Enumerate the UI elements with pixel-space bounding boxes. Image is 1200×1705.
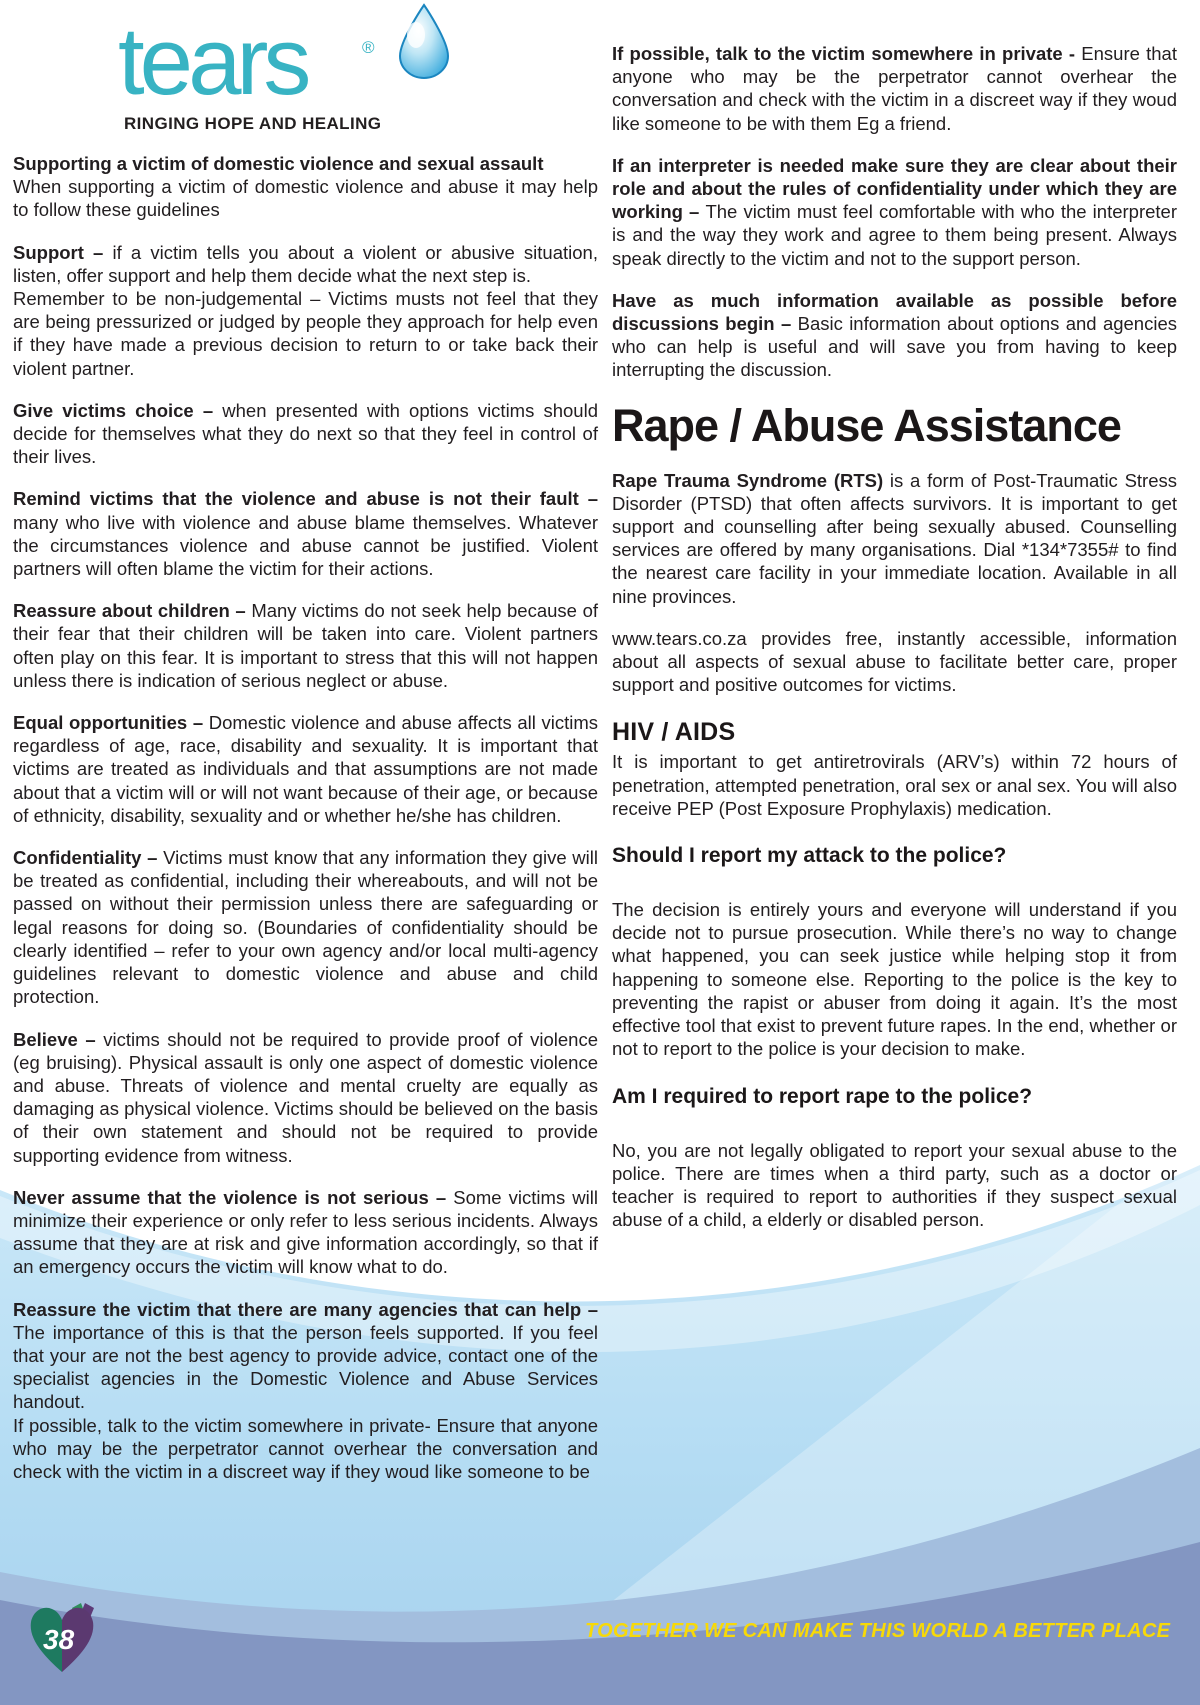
intro-body-text: When supporting a victim of domestic violence and abuse it may help to follow these guidelines bbox=[13, 176, 598, 221]
paragraph-lead: Believe – bbox=[13, 1028, 104, 1050]
paragraph-lead: Confidentiality – bbox=[13, 847, 164, 869]
intro-heading-text: Supporting a victim of domestic violence and sexual assault bbox=[13, 153, 544, 174]
right-column bbox=[612, 42, 1177, 1250]
water-drop-icon bbox=[393, 3, 455, 79]
logo-tagline: RINGING HOPE AND HEALING bbox=[124, 114, 382, 133]
tears-logo bbox=[110, 0, 480, 145]
paragraph-body: No, you are not legally obligated to report your sexual abuse to the police. There are times when a third party, such as a doctor or teacher is required to report to authorities if they suspect sexual abuse of a child, a elderly or disabled person. bbox=[612, 1139, 1177, 1231]
paragraph-lead: Rape Trauma Syndrome (RTS) bbox=[612, 469, 890, 491]
paragraph-body: Victims must know that any information they give will be treated as confidential, including their whereabouts, and will not be passed on without their permission unless there are safeguarding or legal reasons for doing so. (Boundaries of confidentiality should be clearly identified – refer to your own agency and/or local multi-agency guidelines relevant to domestic violence and abuse and child protection. bbox=[13, 847, 598, 1008]
paragraph-lead: If possible, talk to the victim somewhere in private - bbox=[612, 43, 1082, 64]
subheading-hiv-aids: HIV / AIDS bbox=[612, 718, 736, 747]
paragraph-website-info bbox=[612, 627, 1177, 697]
paragraph-body: is a form of Post-Traumatic Stress Disorder (PTSD) that often affects survivors. It is important to get support and counselling after being sexually abused. Counselling services are offered by many organisations. Dial *134*7355# to find the nearest care facility in your immediate location. Available in all nine provinces. bbox=[612, 469, 1178, 607]
paragraph-lead: Equal opportunities – bbox=[13, 712, 209, 734]
paragraph-body: It is important to get antiretrovirals (ARV’s) within 72 hours of penetration, attempted penetration, oral sex or anal sex. You will also receive PEP (Post Exposure Prophylaxis) medication. bbox=[612, 751, 1177, 819]
paragraph-body: Remember to be non-judgemental – Victims musts not feel that they are being pressurized or judged by people they approach for help even if they have made a previous decision to return to or take back their violent partner. bbox=[13, 288, 598, 379]
paragraph-remind-victims bbox=[13, 487, 598, 580]
paragraph-give-victims-choice bbox=[13, 399, 598, 469]
split-heart-icon bbox=[31, 1608, 94, 1672]
paragraph-support bbox=[13, 241, 598, 287]
page-number-heart-badge bbox=[26, 1598, 102, 1682]
paragraph-never-assume bbox=[13, 1186, 598, 1279]
paragraph-have-information bbox=[612, 289, 1177, 382]
paragraph-talk-in-private-cont bbox=[13, 1414, 598, 1484]
paragraph-reassure-about-children bbox=[13, 599, 598, 692]
paragraph-body: Ensure that anyone who may be the perpetrator cannot overhear the conversation and check with the victim in a discreet way if they woud like someone to be with them Eg a friend. bbox=[612, 43, 1177, 134]
paragraph-body: If possible, talk to the victim somewhere in private- Ensure that anyone who may be the perpetrator cannot overhear the conversation and check with the victim in a discreet way if they woud like someone to be bbox=[13, 1414, 598, 1482]
paragraph-body: Some victims will minimize their experience or only refer to less serious incidents. Always assume that they are at risk and give information accordingly, so that if an emergency occurs the victim will know what to do. bbox=[13, 1186, 598, 1278]
left-column bbox=[13, 152, 598, 1483]
paragraph-body: Many victims do not seek help because of their fear that their children will be taken into care. Violent partners often play on this fear. It is important to stress that this will not happen unless there is indication of serious neglect or abuse. bbox=[13, 600, 598, 691]
registered-trademark-symbol: ® bbox=[362, 38, 375, 57]
intro-heading bbox=[13, 152, 598, 175]
paragraph-believe bbox=[13, 1028, 598, 1167]
paragraph-lead: Never assume that the violence is not serious – bbox=[13, 1186, 454, 1208]
paragraph-should-i-report bbox=[612, 898, 1177, 1060]
paragraph-lead: Support – bbox=[13, 241, 113, 263]
paragraph-body: when presented with options victims should decide for themselves what they do next so that they feel in control of their lives. bbox=[13, 399, 598, 468]
paragraph-lead: Reassure about children – bbox=[13, 600, 252, 622]
paragraph-equal-opportunities bbox=[13, 711, 598, 827]
paragraph-body: The importance of this is that the person feels supported. If you feel that your are not the best agency to provide advice, contact one of the specialist agencies in the Domestic Violence and Abuse Services handout. bbox=[13, 1321, 598, 1413]
paragraph-body: The victim must feel comfortable with who the interpreter is and the way they work and agree to them being present. Always speak directly to the victim and not to the support person. bbox=[612, 201, 1177, 269]
subheading-am-i-required: Am I required to report rape to the police? bbox=[612, 1084, 1033, 1108]
paragraph-lead: Give victims choice – bbox=[13, 399, 223, 421]
paragraph-am-i-required bbox=[612, 1139, 1177, 1232]
paragraph-body: victims should not be required to provide proof of violence (eg bruising). Physical assault is only one aspect of domestic violence and abuse. Threats of violence and mental cruelty are equally as damaging as physical violence. Victims should be believed on the basis of their own statement and should not be required to provide supporting evidence from witness. bbox=[13, 1028, 598, 1166]
tears-wordmark: tears bbox=[118, 8, 307, 115]
paragraph-many-agencies bbox=[13, 1298, 598, 1414]
paragraph-confidentiality bbox=[13, 846, 598, 1008]
paragraph-talk-in-private bbox=[612, 42, 1177, 135]
paragraph-lead: Remind victims that the violence and abuse is not their fault – bbox=[13, 488, 598, 510]
paragraph-interpreter bbox=[612, 154, 1177, 270]
intro-body bbox=[13, 175, 598, 221]
subheading-should-i-report: Should I report my attack to the police? bbox=[612, 844, 1007, 868]
footer-slogan: TOGETHER WE CAN MAKE THIS WORLD A BETTER PLACE bbox=[585, 1620, 1171, 1642]
page-number: 38 bbox=[43, 1624, 75, 1655]
paragraph-support-cont bbox=[13, 287, 598, 380]
paragraph-body: Domestic violence and abuse affects all victims regardless of age, race, disability and sexuality. It is important that victims are treated as individuals and that assumptions are not made about that a victim will or will not want because of their age, or because of ethnicity, disability, sexuality and or whether he/she has children. bbox=[13, 712, 598, 826]
paragraph-hiv-aids bbox=[612, 750, 1177, 820]
section-heading-rape-abuse-assistance: Rape / Abuse Assistance bbox=[612, 399, 1121, 451]
paragraph-body: www.tears.co.za provides free, instantly accessible, information about all aspects of sexual abuse to facilitate better care, proper support and positive outcomes for victims. bbox=[612, 627, 1177, 696]
paragraph-body: Basic information about options and agencies who can help is useful and will save you from having to keep interrupting the discussion. bbox=[612, 313, 1177, 381]
paragraph-body: The decision is entirely yours and everyone will understand if you decide not to pursue prosecution. While there’s no way to change what happened, you can seek justice while helping stop it from happening to someone else. Reporting to the police is the key to preventing the rapist or abuser from doing it again. It’s the most effective tool that exist to prevent future rapes. In the end, whether or not to report to the police is your decision to make. bbox=[612, 899, 1177, 1060]
paragraph-body: if a victim tells you about a violent or abusive situation, listen, offer support and help them decide what the next step is. bbox=[13, 241, 598, 286]
paragraph-lead: Have as much information available as possible before discussions begin – bbox=[612, 289, 1177, 335]
paragraph-rape-trauma-syndrome bbox=[612, 469, 1177, 608]
paragraph-lead: Reassure the victim that there are many agencies that can help – bbox=[13, 1298, 598, 1320]
paragraph-body: many who live with violence and abuse blame themselves. Whatever the circumstances violence and abuse cannot be justified. Violent partners will often blame the victim for their actions. bbox=[13, 511, 598, 580]
paragraph-lead: If an interpreter is needed make sure they are clear about their role and about the rules of confidentiality under which they are working – bbox=[612, 154, 1177, 223]
